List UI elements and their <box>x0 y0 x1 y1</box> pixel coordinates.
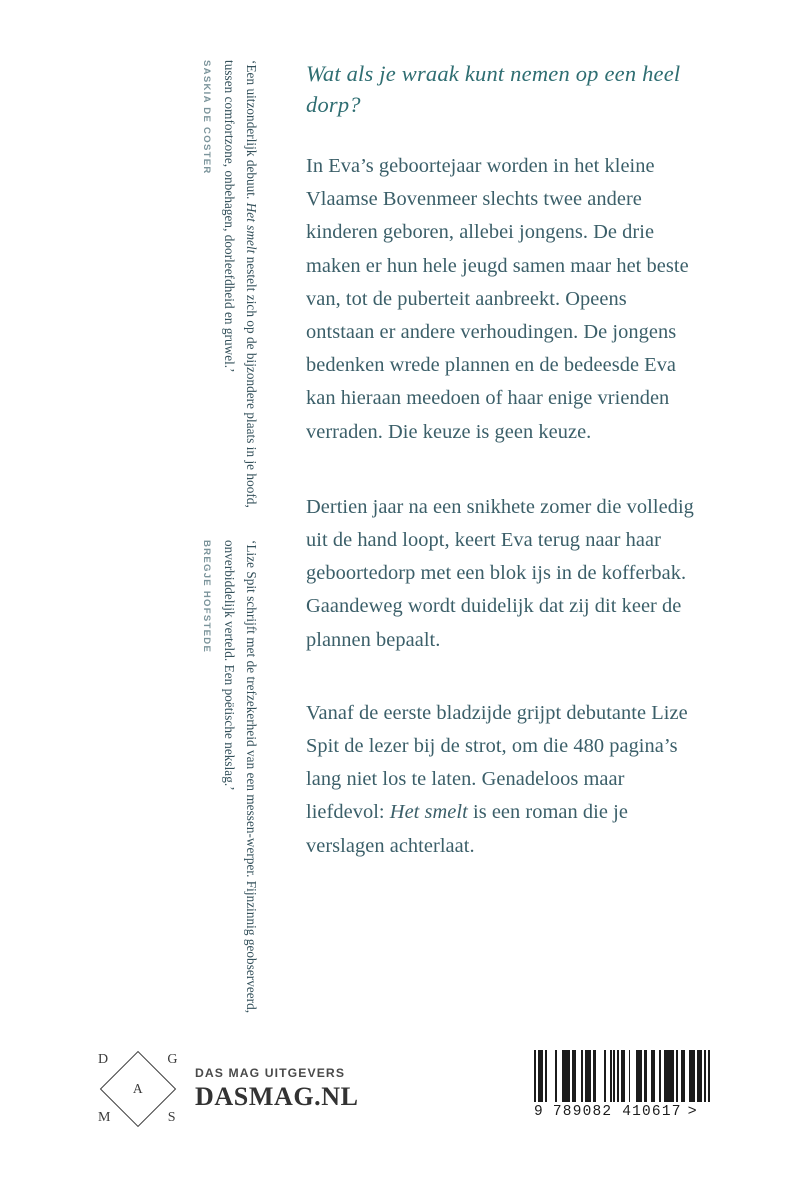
blurb-quote-1-part2: nestelt zich op de bijzondere plaats in je hoofd, tussen comfortzone, onbehagen, doorleefdheid en gruwel.’ <box>222 60 259 508</box>
publisher-name: DAS MAG UITGEVERS <box>195 1065 346 1080</box>
blurb-quote-1-part1: ‘Een uitzonderlijk debuut. <box>244 60 259 203</box>
blurb-quote-1 <box>201 60 262 530</box>
main-text-column <box>306 58 698 863</box>
logo-letter-top-right: G <box>167 1052 178 1067</box>
logo-letter-bottom-right: S <box>167 1110 176 1125</box>
blurb-attribution-2: BREGJE HOFSTEDE <box>201 540 212 654</box>
logo-letter-top-left: D <box>98 1052 109 1067</box>
page-headline: Wat als je wraak kunt nemen op een heel dorp? <box>306 61 681 117</box>
footer <box>0 1038 792 1168</box>
blurb-quote-2-text: ‘Lize Spit schrijft met de trefzekerheid van een messen-werper. Fijnzinnig geobserveerd, onverbiddelijk verteld. Een poëtische nekslag.’ <box>222 540 259 1014</box>
synopsis-paragraph-3-title: Het smelt <box>389 801 468 824</box>
synopsis-paragraph-3-part2: is een roman die je verslagen achterlaat. <box>306 801 628 857</box>
barcode-tail-symbol: > <box>687 1103 698 1120</box>
blurb-column <box>0 0 290 1188</box>
barcode-main-digits: 789082 410617 <box>552 1104 682 1120</box>
blurb-quote-1-text <box>219 60 262 530</box>
publisher-block <box>95 1046 359 1132</box>
barcode-bars <box>534 1050 710 1102</box>
synopsis-paragraph-3 <box>306 697 698 863</box>
publisher-wordmark <box>195 1066 359 1113</box>
dasmag-diamond-logo-icon <box>95 1046 181 1132</box>
logo-letter-bottom-left: M <box>98 1110 111 1125</box>
blurb-quote-2 <box>201 540 262 1018</box>
isbn-barcode <box>534 1050 710 1120</box>
synopsis-paragraph-3-part1: Vanaf de eerste bladzijde grijpt debutante Lize Spit de lezer bij de strot, om die 480 pagina’s lang niet los te laten. Genadeloos maar liefdevol: <box>306 701 688 824</box>
blurb-quote-1-title: Het smelt <box>244 202 259 254</box>
barcode-lead-digit: 9 <box>534 1104 544 1120</box>
publisher-url: DASMAG.NL <box>195 1081 359 1111</box>
synopsis-paragraph-1: In Eva’s geboortejaar worden in het kleine Vlaamse Bovenmeer slechts twee andere kinderen geboren, allebei jongens. De drie maken er hun hele jeugd samen maar het beste van, tot de puberteit aanbreekt. Opeens ontstaan er andere verhoudingen. De jongens bedenken wrede plannen en de bedeesde Eva kan hieraan meedoen of haar enige vrienden verraden. Die keuze is geen keuze. <box>306 155 689 443</box>
blurb-attribution-1: SASKIA DE COSTER <box>201 60 212 175</box>
barcode-digits <box>534 1103 710 1120</box>
logo-letter-center: A <box>132 1081 144 1096</box>
synopsis-paragraph-2: Dertien jaar na een snikhete zomer die volledig uit de hand loopt, keert Eva terug naar haar geboortedorp met een blok ijs in de kofferbak. Gaandeweg wordt duidelijk dat zij dit keer de plannen bepaalt. <box>306 495 694 651</box>
